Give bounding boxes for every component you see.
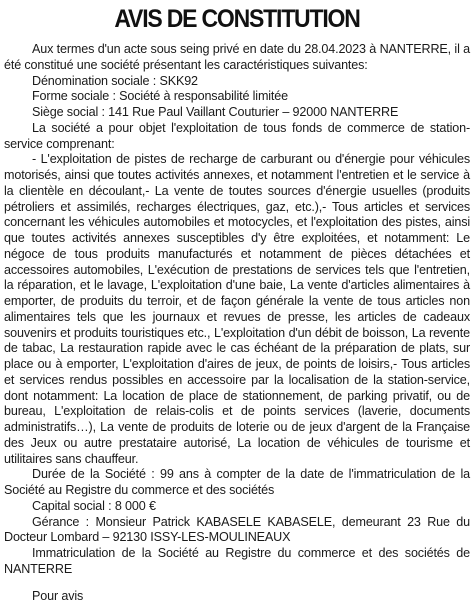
spacer [4,578,470,589]
forme-line: Forme sociale : Société à responsabilité limitée [4,89,470,105]
capital-line: Capital social : 8 000 € [4,499,470,515]
immatriculation-paragraph: Immatriculation de la Société au Registre du commerce et des sociétés de NANTERRE [4,546,470,578]
denomination-line: Dénomination sociale : SKK92 [4,74,470,90]
closing-line: Pour avis [4,589,470,604]
objet-detail-paragraph: - L'exploitation de pistes de recharge de carburant ou d'énergie pour véhicules motorisés, ainsi que toutes activités annexes, et notamment l'entretien et le service à la clientèle en découlant,- La vente de toutes sources d'énergie usuelles (produits pétroliers et assimilés, recharges électriques, gaz, etc.),- Tous articles et services concernant les véhicules automobiles et motocycles, et l'exploitation des pistes, ainsi que toutes activités annexes susceptibles d'y être exploitées, et notamment: Le négoce de tous produits manufacturés et notamment de pièces détachées et accessoires automobiles, L'exécution de prestations de services tels que l'entretien, la réparation, et le lavage, L'exploitation d'une baie, La vente d'articles alimentaires à emporter, de produits du terroir, et de façon générale la vente de tous articles non alimentaires tels que les journaux et revues de presse, les articles de cadeaux souvenirs et produits touristiques etc., L'exploitation d'un débit de boisson, La revente de tabac, La restauration rapide avec le cas échéant de la préparation de plats, sur place ou à emporter, L'exploitation d'aires de jeux, de points de loisirs,- Tous articles et services rendus possibles en accessoire par la localisation de la station-service, dont notamment: La location de place de stationnement, de parking privatif, ou de bureau, L'exploitation de relais-colis et de points services (laverie, documents administratifs…), La vente de produits de loterie ou de jeux d'argent de la Française des Jeux ou autre prestataire autorisé, La location de véhicules de tourisme et utilitaires sans chauffeur. [4,152,470,467]
intro-paragraph: Aux termes d'un acte sous seing privé en date du 28.04.2023 à NANTERRE, il a été constitué une société présentant les caractéristiques suivantes: [4,42,470,74]
objet-paragraph: La société a pour objet l'exploitation de tous fonds de commerce de station-service comprenant: [4,121,470,153]
notice-title: AVIS DE CONSTITUTION [23,4,452,34]
duree-paragraph: Durée de la Société : 99 ans à compter de la date de l'immatriculation de la Société au Registre du commerce et des sociétés [4,467,470,499]
siege-line: Siège social : 141 Rue Paul Vaillant Couturier – 92000 NANTERRE [4,105,470,121]
gerance-paragraph: Gérance : Monsieur Patrick KABASELE KABASELE, demeurant 23 Rue du Docteur Lombard – 92130 ISSY-LES-MOULINEAUX [4,515,470,547]
